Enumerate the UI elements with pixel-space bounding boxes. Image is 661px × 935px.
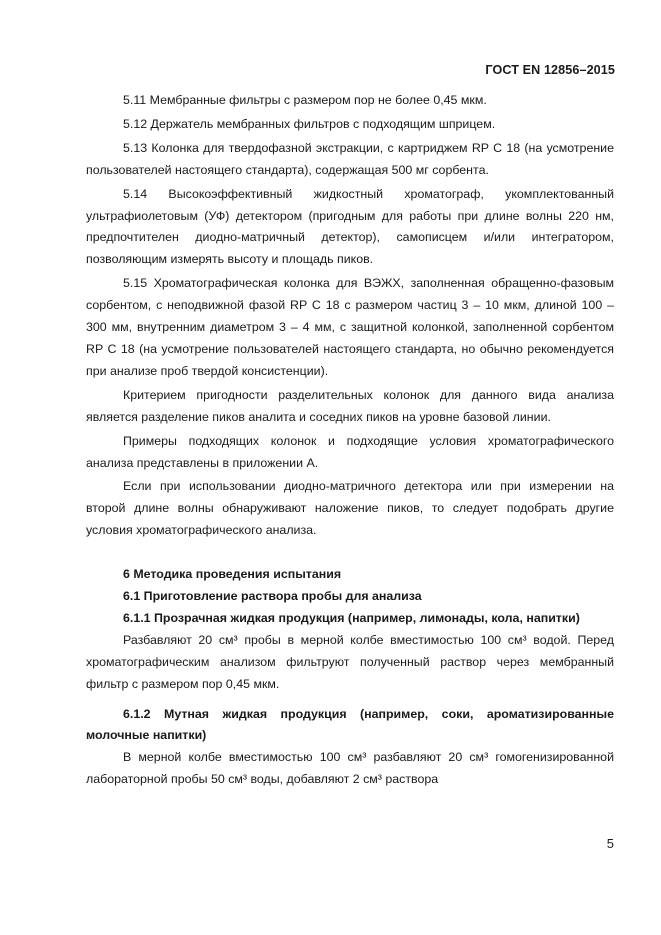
paragraph-5-13: 5.13 Колонка для твердофазной экстракции, с картриджем RP C 18 (на усмотрение пользователей настоящего стандарта), содержащая 500 мг сорбента. [86,140,614,177]
document-body [86,90,614,793]
section-6-1-1-heading: 6.1.1 Прозрачная жидкая продукция (например, лимонады, кола, напитки) [123,610,580,625]
section-6-1-2-heading: 6.1.2 Мутная жидкая продукция (например, соки, ароматизированные молочные напитки) [86,706,614,743]
paragraph-5-14: 5.14 Высокоэффективный жидкостный хроматограф, укомплектованный ультрафиолетовым (УФ) детектором (пригодным для работы при длине волны 220 нм, предпочтителен диодно-матричный детектор), самописцем и/или интегратором, позволяющим измерять высоту и площадь пиков. [86,186,614,267]
document-code-header: ГОСТ EN 12856–2015 [485,63,615,77]
paragraph-peak-overlap: Если при использовании диодно-матричного детектора или при измерении на второй длине волны обнаруживают наложение пиков, то следует подобрать другие условия хроматографического анализа. [86,479,614,538]
paragraph-5-15: 5.15 Хроматографическая колонка для ВЭЖХ, заполненная обращенно-фазовым сорбентом, с неподвижной фазой RP C 18 с размером частиц 3 – 10 мкм, длиной 100 – 300 мм, внутренним диаметром 3 – 4 мм, с защитной колонкой, заполненной сорбентом RP C 18 (на усмотрение пользователей настоящего стандарта, но обычно рекомендуется при анализе проб твердой консистенции). [86,276,614,378]
paragraph-5-11: 5.11 Мембранные фильтры с размером пор не более 0,45 мкм. [123,93,487,107]
page-number: 5 [606,836,614,851]
section-6-1-2-text: В мерной колбе вместимостью 100 см³ разбавляют 20 см³ гомогенизированной лабораторной пробы 50 см³ воды, добавляют 2 см³ раствора [86,750,614,787]
section-6-1-1-text: Разбавляют 20 см³ пробы в мерной колбе вместимостью 100 см³ водой. Перед хроматографическим анализом фильтруют полученный раствор через мембранный фильтр с размером пор 0,45 мкм. [86,632,614,691]
paragraph-column-examples: Примеры подходящих колонок и подходящие условия хроматографического анализа представлены в приложении А. [86,433,614,470]
section-6-heading: 6 Методика проведения испытания [123,567,342,582]
paragraph-column-criterion: Критерием пригодности разделительных колонок для данного вида анализа является разделение пиков аналита и соседних пиков на уровне базовой линии. [86,387,614,424]
paragraph-5-12: 5.12 Держатель мембранных фильтров с подходящим шприцем. [123,116,496,131]
section-6-1-heading: 6.1 Приготовление раствора пробы для анализа [123,589,422,604]
